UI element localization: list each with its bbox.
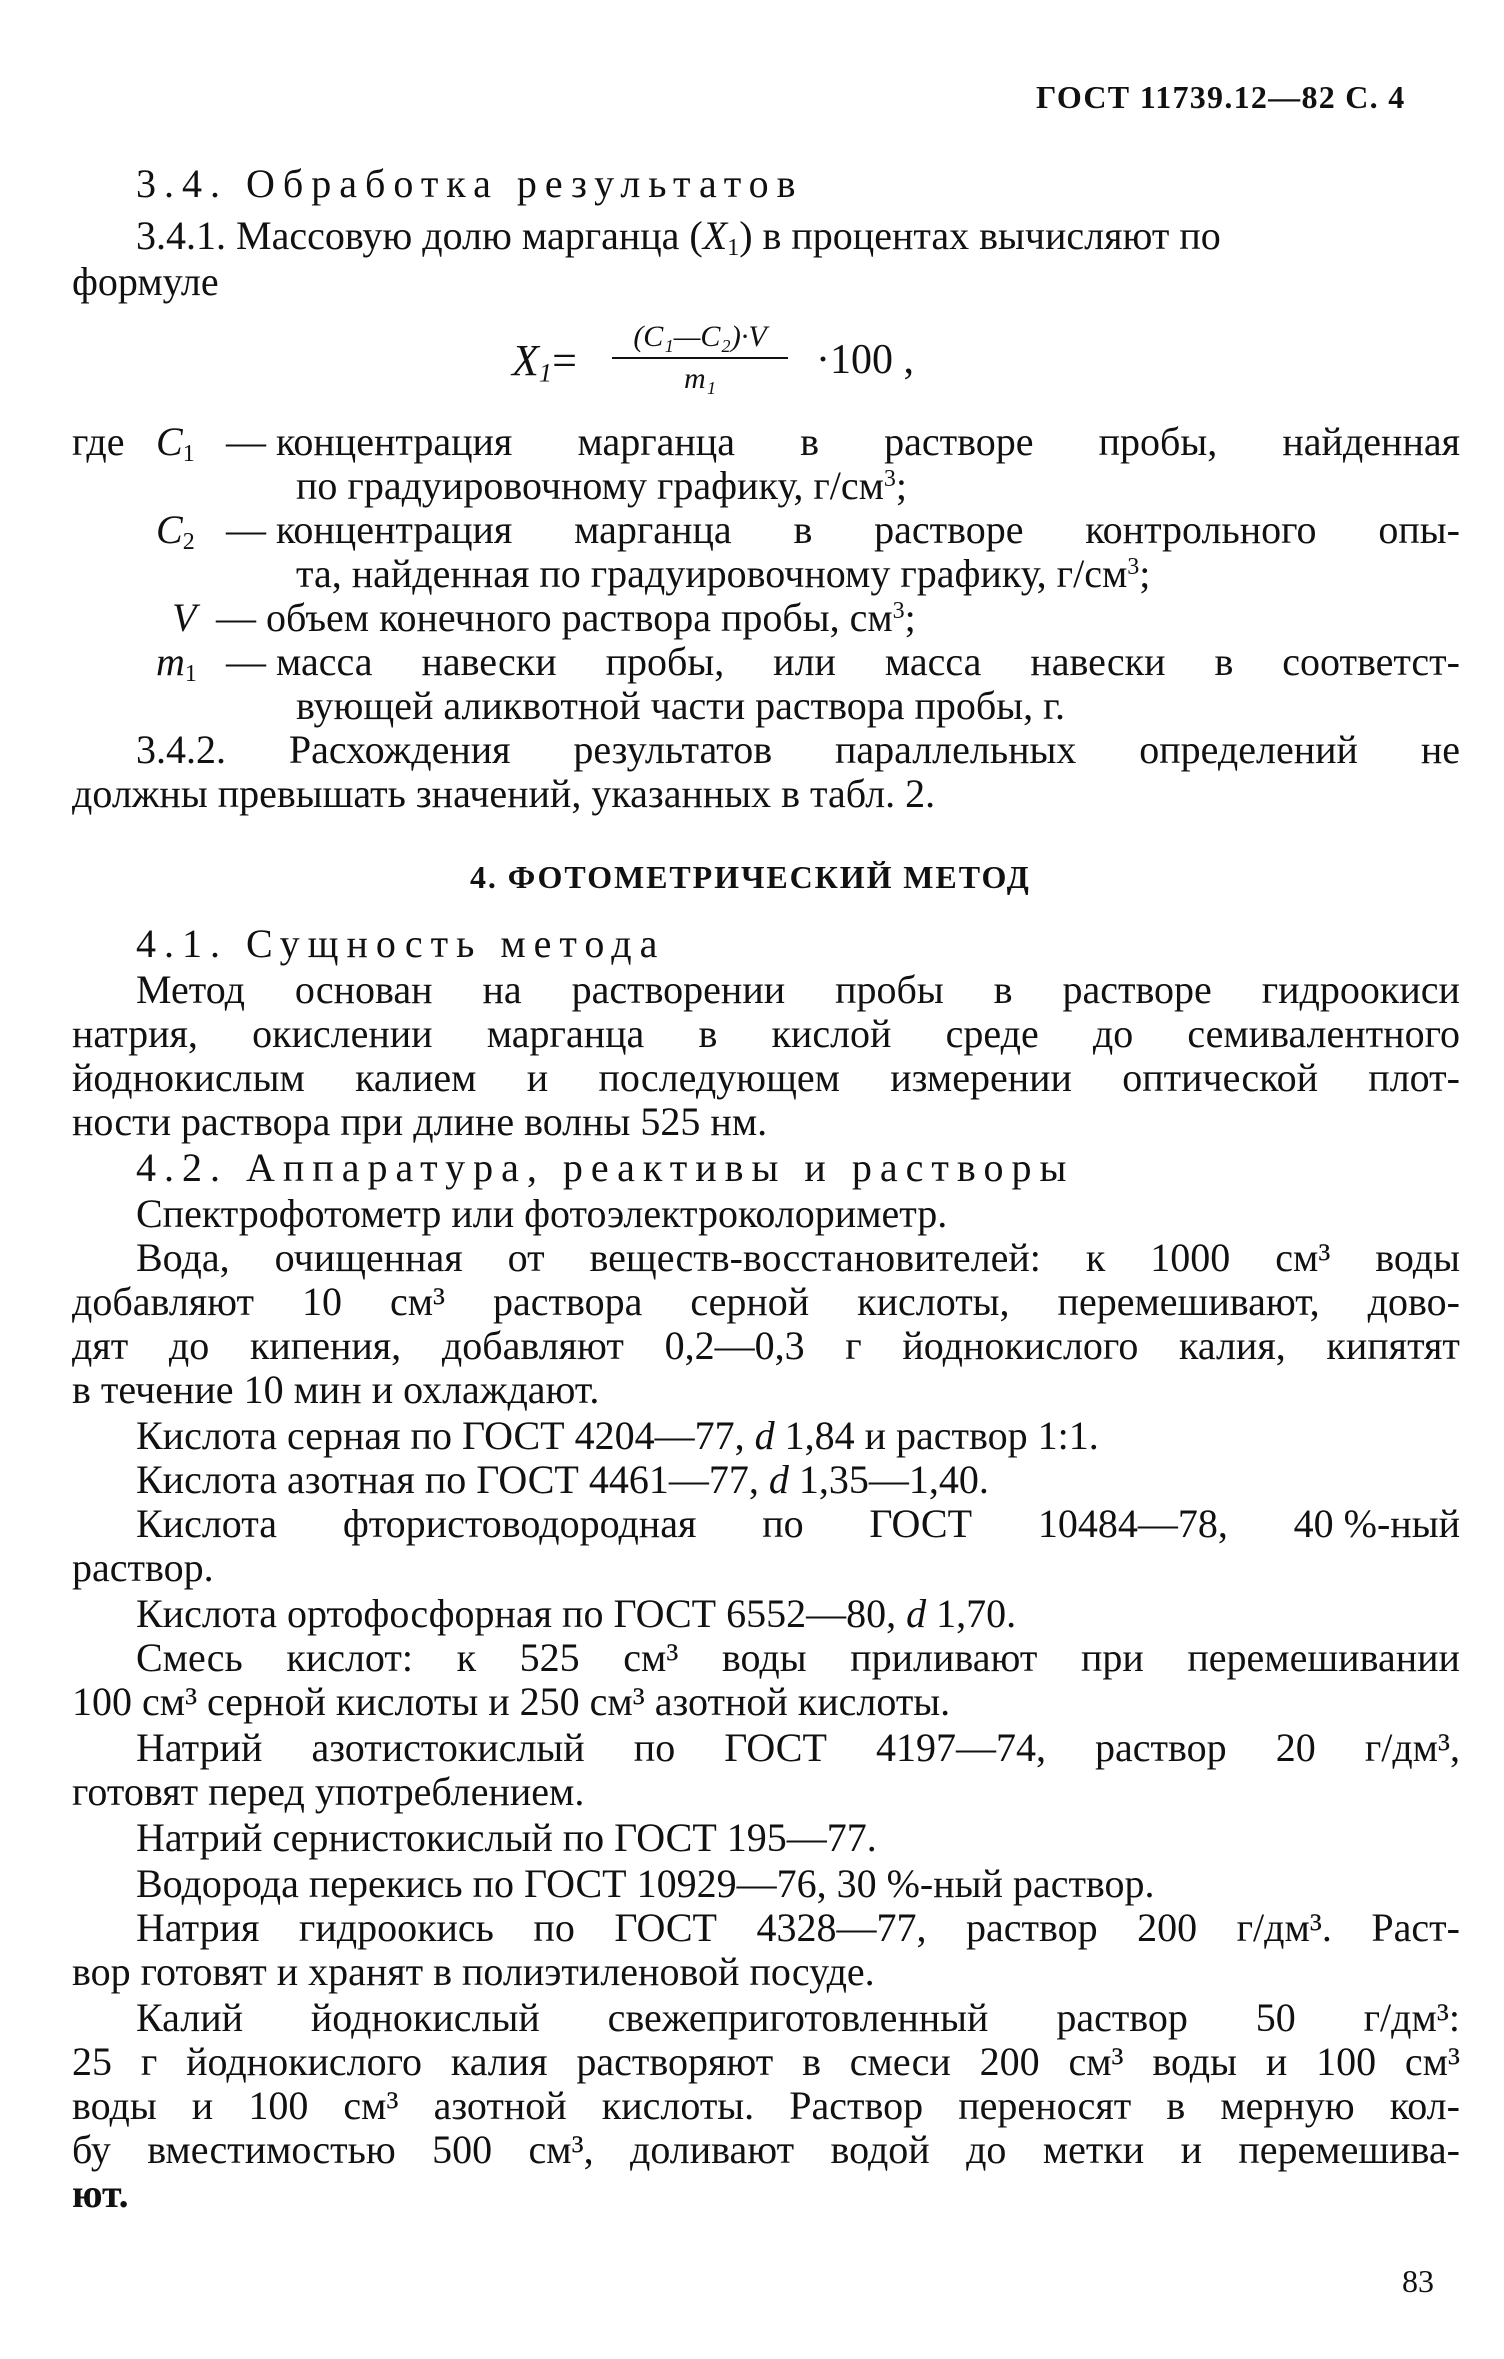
section-title-4: 4. ФОТОМЕТРИЧЕСКИЙ МЕТОД xyxy=(470,859,1031,895)
section-heading-3-4: 3.4. Обработка результатов xyxy=(136,161,804,206)
where-m1-cont: вующей аликвотной части раствора пробы, г. xyxy=(296,683,1066,728)
where-symbol-v: V xyxy=(172,595,197,640)
item-naoh-line-2: вор готовят и хранят в полиэтиленовой посуде. xyxy=(72,1949,875,1994)
item-sulfuric-acid: Кислота серная по ГОСТ 4204—77, d 1,84 и раствор 1:1. xyxy=(136,1413,1099,1458)
where-symbol-c1: $C_1$ xyxy=(156,419,195,467)
item-nitrite-line-1: Натрий азотистокислый по ГОСТ 4197—74, раствор 20 г/дм³, xyxy=(136,1725,1460,1770)
where-symbol-c2: $C_2$ xyxy=(156,507,195,555)
item-naoh-line-1: Натрия гидроокись по ГОСТ 4328—77, раствор 200 г/дм³. Раст- xyxy=(136,1905,1460,1950)
paragraph-4-1-line-3: йоднокислым калием и последующем измерении оптической плот- xyxy=(72,1055,1460,1100)
where-c1-cont: по градуировочному графику, $г/см^3$; xyxy=(296,463,908,508)
item-hf-line-2: раствор. xyxy=(72,1545,214,1590)
item-peroxide: Водорода перекись по ГОСТ 10929—76, 30 %-ный раствор. xyxy=(136,1861,1155,1906)
where-c2-cont: та, найденная по градуировочному графику, $г/см^3$; xyxy=(296,551,1151,596)
where-symbol-m1: $m_1$ xyxy=(156,639,197,687)
item-acid-mix-line-1: Смесь кислот: к 525 см³ воды приливают при перемешивании xyxy=(136,1635,1460,1680)
where-v-text: — объем конечного раствора пробы, $см^3$; xyxy=(216,595,916,640)
item-phosphoric-acid: Кислота ортофосфорная по ГОСТ 6552—80, d 1,70. xyxy=(136,1591,1017,1636)
item-water-line-1: Вода, очищенная от веществ-восстановителей: к 1000 см³ воды xyxy=(136,1235,1460,1280)
where-c1-text: — концентрация марганца в растворе пробы, найденная xyxy=(226,419,1460,464)
formula-numerator: (C₁—C₂)·V xyxy=(633,320,767,353)
where-m1-text: — масса навески пробы, или масса навески в соответст- xyxy=(226,639,1460,684)
page-number: 83 xyxy=(1402,2263,1434,2299)
where-c2-text: — концентрация марганца в растворе контрольного опы- xyxy=(226,507,1460,552)
item-nitric-acid: Кислота азотная по ГОСТ 4461—77, d 1,35—1,40. xyxy=(136,1457,989,1502)
paragraph-4-1-line-1: Метод основан на растворении пробы в растворе гидроокиси xyxy=(136,967,1460,1012)
heading-4-1: 4.1. Сущность метода xyxy=(136,921,666,966)
item-kio-line-5: ют. xyxy=(72,2171,129,2216)
item-acid-mix-line-2: 100 см³ серной кислоты и 250 см³ азотной кислоты. xyxy=(72,1679,951,1724)
item-water-line-4: в течение 10 мин и охлаждают. xyxy=(72,1367,600,1412)
item-nitrite-line-2: готовят перед употреблением. xyxy=(72,1769,585,1814)
paragraph-3-4-1-cont: формуле xyxy=(72,259,219,304)
paragraph-4-1-line-2: натрия, окислении марганца в кислой среде до семивалентного xyxy=(72,1011,1460,1056)
item-sulfite: Натрий сернистокислый по ГОСТ 195—77. xyxy=(136,1815,877,1860)
paragraph-4-1-line-4: ности раствора при длине волны 525 нм. xyxy=(72,1099,768,1144)
item-kio-line-2: 25 г йоднокислого калия растворяют в смеси 200 см³ воды и 100 см³ xyxy=(72,2039,1460,2084)
heading-4-2: 4.2. Аппаратура, реактивы и растворы xyxy=(136,1145,1075,1190)
paragraph-3-4-1: 3.4.1. Массовую долю марганца $(X_1)$ в процентах вычисляют по xyxy=(136,213,1221,261)
item-kio-line-4: бу вместимостью 500 см³, доливают водой до метки и перемешива- xyxy=(72,2127,1460,2172)
page-header: ГОСТ 11739.12—82 С. 4 xyxy=(1036,79,1406,115)
formula xyxy=(506,305,1026,405)
item-kio-line-1: Калий йоднокислый свежеприготовленный раствор 50 г/дм³: xyxy=(136,1995,1460,2040)
item-hf-line-1: Кислота фтористоводородная по ГОСТ 10484—78, 40 %-ный xyxy=(136,1501,1460,1546)
item-water-line-3: дят до кипения, добавляют 0,2—0,3 г йоднокислого калия, кипятят xyxy=(72,1323,1460,1368)
formula-denominator: m₁ xyxy=(683,362,717,395)
item-water-line-2: добавляют 10 см³ раствора серной кислоты, перемешивают, дово- xyxy=(72,1279,1460,1324)
item-kio-line-3: воды и 100 см³ азотной кислоты. Раствор переносят в мерную кол- xyxy=(72,2083,1460,2128)
formula-lhs: $X_1=$ xyxy=(512,336,577,388)
fraction-bar xyxy=(612,357,788,359)
formula-factor: ·100 , xyxy=(816,337,914,383)
formula-fraction xyxy=(612,319,788,397)
paragraph-3-4-2-cont: должны превышать значений, указанных в табл. 2. xyxy=(72,771,936,816)
where-label: где xyxy=(72,419,125,464)
item-spectrophotometer: Спектрофотометр или фотоэлектроколориметр. xyxy=(136,1191,948,1236)
paragraph-3-4-2: 3.4.2. Расхождения результатов параллельных определений не xyxy=(136,727,1460,772)
